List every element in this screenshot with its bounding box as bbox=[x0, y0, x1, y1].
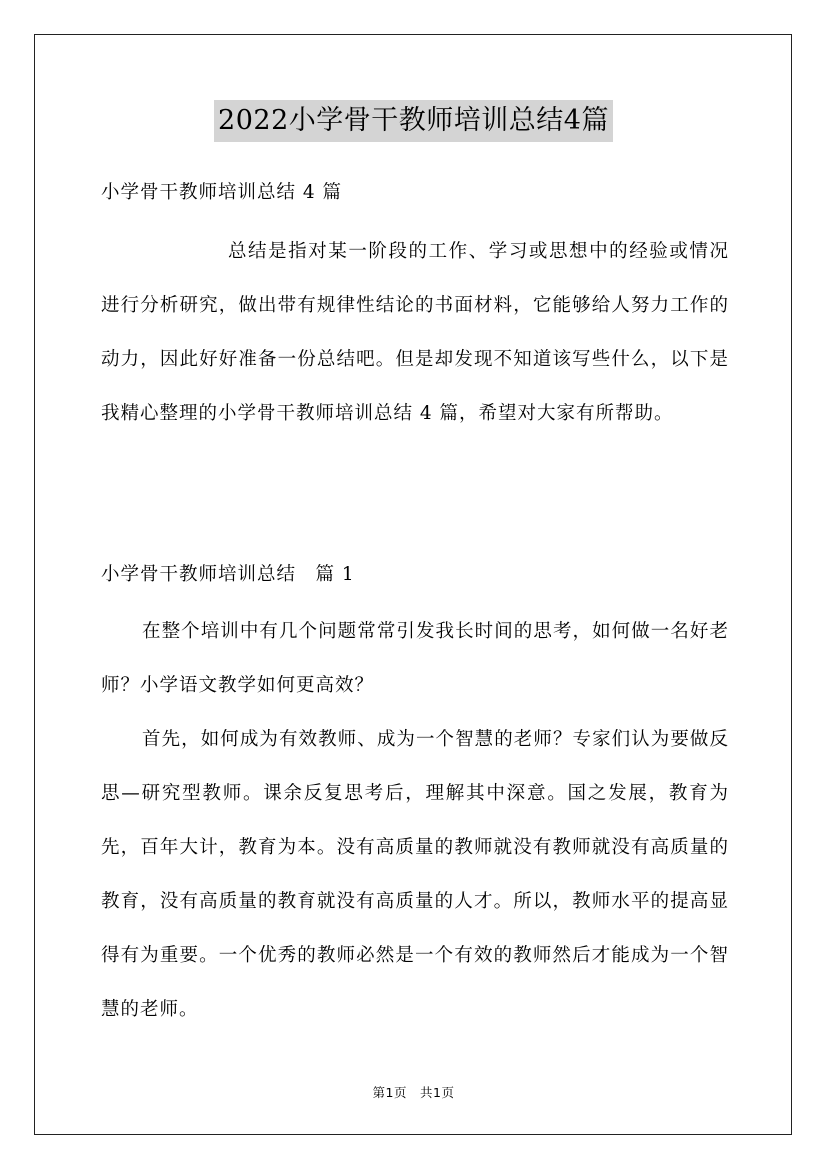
intro-paragraph: 总结是指对某一阶段的工作、学习或思想中的经验或情况进行分析研究，做出带有规律性结论的书面材料，它能够给人努力工作的动力，因此好好准备一份总结吧。但是却发现不知道该写些什么，以下是我精心整理的小学骨干教师培训总结 4 篇，希望对大家有所帮助。 bbox=[101, 241, 729, 424]
section-heading: 小学骨干教师培训总结 篇 1 bbox=[101, 564, 355, 585]
title-container bbox=[0, 100, 827, 142]
document-title: 2022小学骨干教师培训总结4篇 bbox=[214, 100, 613, 142]
body-paragraph: 在整个培训中有几个问题常常引发我长时间的思考，如何做一名好老师？小学语文教学如何更高效？ bbox=[101, 621, 729, 696]
body-paragraph: 首先，如何成为有效教师、成为一个智慧的老师？专家们认为要做反思—研究型教师。课余反复思考后，理解其中深意。国之发展，教育为先，百年大计，教育为本。没有高质量的教师就没有教师就没有高质量的教育，没有高质量的教育就没有高质量的人才。所以，教师水平的提高显得有为重要。一个优秀的教师必然是一个有效的教师然后才能成为一个智慧的老师。 bbox=[101, 729, 729, 1020]
page-number-footer: 第1页 共1页 bbox=[372, 1085, 455, 1100]
document-subtitle: 小学骨干教师培训总结 4 篇 bbox=[101, 182, 343, 203]
